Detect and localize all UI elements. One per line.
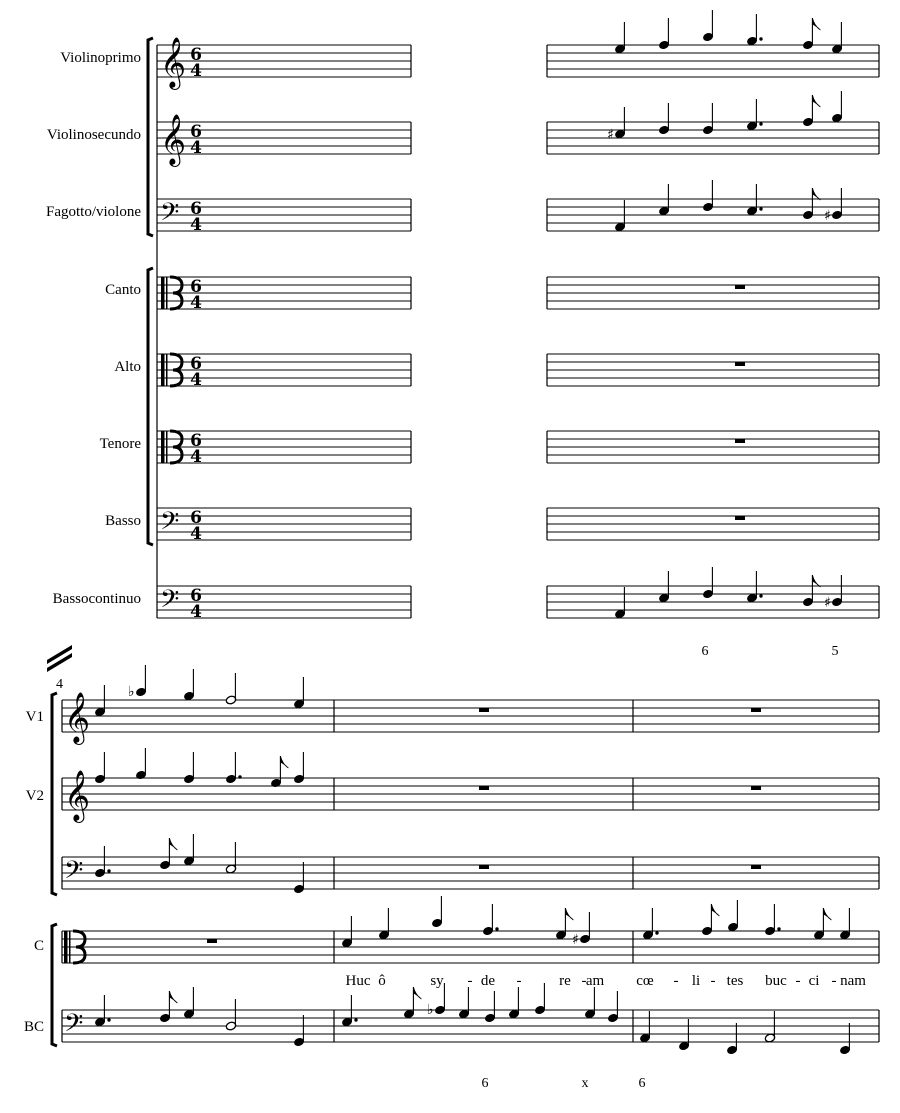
flag <box>280 756 288 768</box>
staff-label: Alto <box>114 359 141 375</box>
time-sig-bottom: 4 <box>190 602 202 622</box>
lyric: am <box>585 973 605 989</box>
bass-clef-icon: 𝄢 <box>64 856 84 891</box>
note <box>484 991 495 1023</box>
note <box>614 22 625 54</box>
whole-rest <box>735 362 745 366</box>
lyric: - <box>710 973 716 989</box>
staff2-1 <box>62 778 879 810</box>
whole-rest <box>751 708 761 712</box>
flag <box>413 987 421 999</box>
note <box>431 896 442 928</box>
figure: 6 <box>701 644 709 659</box>
lyric: - <box>516 973 522 989</box>
lyric: ô <box>378 973 386 989</box>
sharp-icon: ♯ <box>824 208 831 224</box>
staff2-3 <box>62 931 879 963</box>
note <box>746 184 762 216</box>
note <box>831 91 842 123</box>
lyric: - <box>467 973 473 989</box>
lyric: nam <box>840 973 866 989</box>
time-sig-top: 6 <box>190 45 202 65</box>
time-sig-bottom: 4 <box>190 524 202 544</box>
note <box>458 987 469 1019</box>
note <box>764 1011 775 1043</box>
clef-bar <box>166 431 168 463</box>
note <box>508 987 519 1019</box>
note <box>183 752 194 784</box>
note <box>642 908 658 940</box>
flat-icon: ♭ <box>427 1002 434 1018</box>
note <box>534 983 545 1015</box>
flag <box>812 575 820 587</box>
time-sig-top: 6 <box>190 431 202 451</box>
lyric: re <box>559 973 571 989</box>
note <box>702 10 713 42</box>
whole-rest <box>207 939 217 943</box>
staff-label: V1 <box>25 709 44 725</box>
time-sig-top: 6 <box>190 122 202 142</box>
lyric: - <box>581 973 587 989</box>
note <box>727 900 738 932</box>
note <box>813 908 831 940</box>
staff-6-second <box>547 508 879 540</box>
dot <box>655 931 658 934</box>
dot <box>238 775 241 778</box>
note <box>293 677 304 709</box>
sharp-icon: ♯ <box>572 932 579 948</box>
flag <box>169 991 177 1003</box>
note <box>678 1019 689 1051</box>
clef-bar <box>161 431 165 463</box>
sharp-icon: ♯ <box>607 127 614 143</box>
note <box>225 999 236 1031</box>
staff-3-second <box>547 277 879 309</box>
note <box>839 908 850 940</box>
staff-label: V2 <box>25 788 44 804</box>
note <box>746 571 762 603</box>
note <box>293 752 304 784</box>
lyric: tes <box>726 973 744 989</box>
note <box>831 22 842 54</box>
bass-clef-icon: 𝄢 <box>64 1009 84 1044</box>
note <box>94 685 105 717</box>
note <box>183 669 194 701</box>
figure: 6 <box>481 1076 489 1091</box>
dot <box>107 869 110 872</box>
time-sig-top: 6 <box>190 586 202 606</box>
time-sig-top: 6 <box>190 277 202 297</box>
clef-bar <box>64 931 68 963</box>
note <box>128 665 147 700</box>
note <box>572 912 591 948</box>
lyric: - <box>831 973 837 989</box>
time-sig-bottom: 4 <box>190 447 202 467</box>
staff-label: Violinoprimo <box>60 50 141 66</box>
note <box>658 103 669 135</box>
whole-rest <box>735 285 745 289</box>
whole-rest <box>479 786 489 790</box>
note <box>658 571 669 603</box>
sharp-icon: ♯ <box>824 595 831 611</box>
note <box>658 184 669 216</box>
staff-5-second <box>547 431 879 463</box>
clef-bar <box>166 277 168 309</box>
clef-bar <box>161 354 165 386</box>
treble-clef-icon: 𝄞 <box>160 114 187 165</box>
clef-bar <box>166 354 168 386</box>
bracket-voices <box>148 268 153 545</box>
whole-rest <box>479 865 489 869</box>
dot <box>759 594 762 597</box>
bass-clef-icon: 𝄢 <box>160 585 180 620</box>
note <box>839 1023 850 1055</box>
staff-0-second <box>547 45 879 77</box>
lyric: ci <box>808 973 820 989</box>
bracket-strings <box>148 38 153 236</box>
system-1 <box>46 10 879 672</box>
treble-clef-icon: 𝄞 <box>160 37 187 88</box>
whole-rest <box>751 865 761 869</box>
staff-label: Violinosecundo <box>46 127 141 143</box>
staff-label: Fagotto/violone <box>46 204 141 220</box>
lyric: Huc <box>345 973 371 989</box>
staff-label: Basso <box>105 513 141 529</box>
system-2 <box>24 665 879 1091</box>
note <box>746 99 762 131</box>
note <box>607 991 618 1023</box>
note <box>94 995 110 1027</box>
time-sig-top: 6 <box>190 354 202 374</box>
lyric: - <box>673 973 679 989</box>
note <box>94 752 105 784</box>
flag <box>169 838 177 850</box>
note <box>639 1011 650 1043</box>
time-sig-bottom: 4 <box>190 370 202 390</box>
note <box>702 180 713 212</box>
note <box>824 188 843 224</box>
note <box>225 752 241 784</box>
note <box>702 567 713 599</box>
note <box>746 14 762 46</box>
flag <box>711 904 719 916</box>
figure: 6 <box>638 1076 646 1091</box>
measure-number: 4 <box>56 677 63 692</box>
flag <box>565 908 573 920</box>
dot <box>759 207 762 210</box>
note <box>293 1015 304 1047</box>
note <box>702 103 713 135</box>
whole-rest <box>735 439 745 443</box>
whole-rest <box>479 708 489 712</box>
note <box>614 587 625 619</box>
note <box>614 200 625 232</box>
note <box>403 987 421 1019</box>
lyric: de <box>480 973 496 989</box>
dot <box>759 122 762 125</box>
time-sig-bottom: 4 <box>190 61 202 81</box>
time-sig-top: 6 <box>190 199 202 219</box>
time-sig-bottom: 4 <box>190 215 202 235</box>
dot <box>354 1018 357 1021</box>
note <box>225 842 236 874</box>
flag <box>812 95 820 107</box>
dot <box>495 927 498 930</box>
note <box>270 756 288 788</box>
note <box>183 987 194 1019</box>
staff-label: C <box>33 938 44 954</box>
note <box>726 1023 737 1055</box>
lyric: sy <box>430 973 444 989</box>
lyric: buc <box>765 973 787 989</box>
bracket-strings <box>52 693 57 895</box>
note <box>555 908 573 940</box>
whole-rest <box>751 786 761 790</box>
staff-label: BC <box>23 1019 44 1035</box>
bracket-voices <box>52 924 57 1046</box>
flag <box>812 18 820 30</box>
note <box>584 987 595 1019</box>
staff-4-second <box>547 354 879 386</box>
note <box>341 995 357 1027</box>
staff-1-second <box>547 122 879 154</box>
flag <box>812 188 820 200</box>
whole-rest <box>735 516 745 520</box>
dot <box>107 1018 110 1021</box>
staff-label: Bassocontinuo <box>52 591 141 607</box>
note <box>293 862 304 894</box>
time-sig-bottom: 4 <box>190 138 202 158</box>
bass-clef-icon: 𝄢 <box>160 507 180 542</box>
clef-bar <box>69 931 71 963</box>
treble-clef-icon: 𝄞 <box>64 770 91 821</box>
dot <box>777 927 780 930</box>
note <box>341 916 352 948</box>
dot <box>759 37 762 40</box>
note <box>135 748 146 780</box>
time-sig-bottom: 4 <box>190 293 202 313</box>
figure: 5 <box>831 644 839 659</box>
flag <box>823 908 831 920</box>
staff-label: Canto <box>105 282 141 298</box>
note <box>225 673 236 705</box>
lyric: li <box>691 973 701 989</box>
treble-clef-icon: 𝄞 <box>64 692 91 743</box>
note <box>183 834 194 866</box>
clef-bar <box>161 277 165 309</box>
lyric: - <box>795 973 801 989</box>
note <box>824 575 843 611</box>
lyric: cœ <box>636 973 654 989</box>
time-sig-top: 6 <box>190 508 202 528</box>
figure: x <box>581 1076 589 1091</box>
flat-icon: ♭ <box>128 684 135 700</box>
staff-label: Tenore <box>99 436 141 452</box>
staff2-0 <box>62 700 879 732</box>
note <box>378 908 389 940</box>
bass-clef-icon: 𝄢 <box>160 198 180 233</box>
note <box>658 18 669 50</box>
